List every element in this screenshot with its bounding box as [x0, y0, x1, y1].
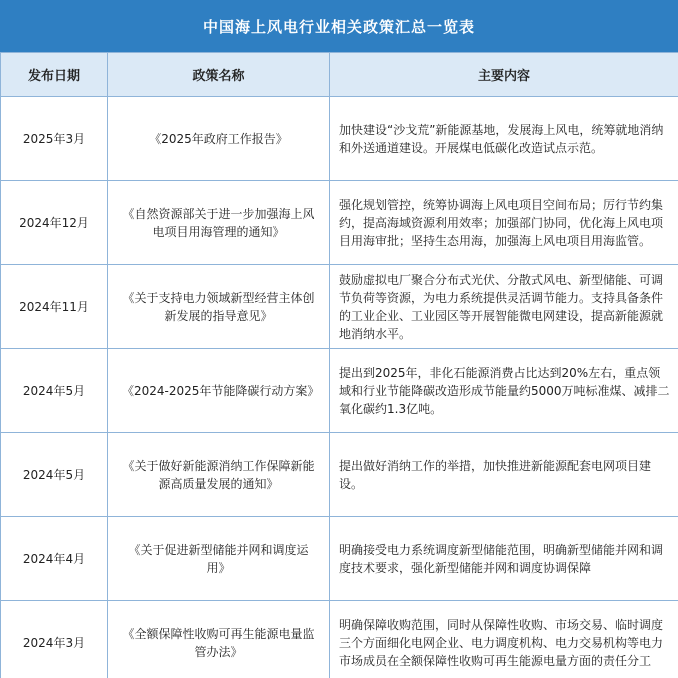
table-row: [1, 97, 678, 181]
row-date: 2024年5月: [1, 433, 108, 517]
row-policy-name: 《关于做好新能源消纳工作保障新能源高质量发展的通知》: [108, 433, 330, 517]
table-header-row: [1, 53, 678, 97]
row-date: 2024年5月: [1, 349, 108, 433]
header-content: 主要内容: [330, 53, 678, 97]
row-content: 鼓励虚拟电厂聚合分布式光伏、分散式风电、新型储能、可调节负荷等资源，为电力系统提供灵活调节能力。支持具备条件的工业企业、工业园区等开展智能微电网建设，提高新能源就地消纳水平。: [330, 265, 678, 349]
table-row: [1, 517, 678, 601]
row-content: 强化规划管控，统筹协调海上风电项目空间布局；厉行节约集约，提高海域资源利用效率；加强部门协同，优化海上风电项目用海审批；坚持生态用海，加强海上风电项目用海监管。: [330, 181, 678, 265]
row-policy-name: 《2024-2025年节能降碳行动方案》: [108, 349, 330, 433]
row-policy-name: 《自然资源部关于进一步加强海上风电项目用海管理的通知》: [108, 181, 330, 265]
table-row: [1, 265, 678, 349]
row-content: 明确接受电力系统调度新型储能范围，明确新型储能并网和调度技术要求，强化新型储能并网和调度协调保障: [330, 517, 678, 601]
table-title: 中国海上风电行业相关政策汇总一览表: [0, 0, 678, 52]
row-content: 明确保障收购范围，同时从保障性收购、市场交易、临时调度三个方面细化电网企业、电力调度机构、电力交易机构等电力市场成员在全额保障性收购可再生能源电量方面的责任分工: [330, 601, 678, 678]
row-content: 加快建设“沙戈荒”新能源基地，发展海上风电，统筹就地消纳和外送通道建设。开展煤电低碳化改造试点示范。: [330, 97, 678, 181]
row-policy-name: 《2025年政府工作报告》: [108, 97, 330, 181]
row-policy-name: 《全额保障性收购可再生能源电量监管办法》: [108, 601, 330, 678]
header-date: 发布日期: [1, 53, 108, 97]
table-row: [1, 181, 678, 265]
row-policy-name: 《关于支持电力领域新型经营主体创新发展的指导意见》: [108, 265, 330, 349]
header-name: 政策名称: [108, 53, 330, 97]
policy-table: [0, 52, 678, 678]
row-content: 提出做好消纳工作的举措，加快推进新能源配套电网项目建设。: [330, 433, 678, 517]
table-row: [1, 349, 678, 433]
row-content: 提出到2025年，非化石能源消费占比达到20%左右，重点领域和行业节能降碳改造形成节能量约5000万吨标准煤、减排二氧化碳约1.3亿吨。: [330, 349, 678, 433]
row-policy-name: 《关于促进新型储能并网和调度运用》: [108, 517, 330, 601]
table-row: [1, 433, 678, 517]
table-row: [1, 601, 678, 678]
row-date: 2024年3月: [1, 601, 108, 678]
row-date: 2024年12月: [1, 181, 108, 265]
row-date: 2024年4月: [1, 517, 108, 601]
row-date: 2025年3月: [1, 97, 108, 181]
row-date: 2024年11月: [1, 265, 108, 349]
